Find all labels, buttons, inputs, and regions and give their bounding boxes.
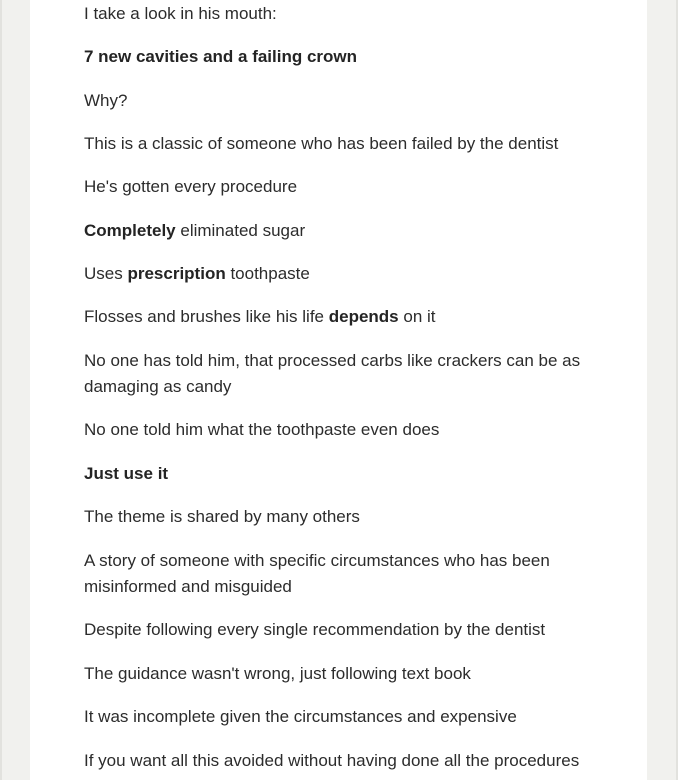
article-paragraph xyxy=(84,1,604,27)
text-segment: I take a look in his mouth: xyxy=(84,4,277,23)
page-border-left xyxy=(0,0,2,780)
text-segment: eliminated sugar xyxy=(175,221,306,240)
text-segment: on it xyxy=(398,307,436,326)
bold-text: 7 new cavities and a failing crown xyxy=(84,47,358,66)
bold-text: Completely xyxy=(84,221,176,240)
text-segment: A story of someone with specific circumstances who has been misinformed and misguided xyxy=(84,551,550,596)
text-segment: No one told him what the toothpaste even does xyxy=(84,420,440,439)
article-paragraph xyxy=(84,174,604,200)
text-segment: No one has told him, that processed carbs like crackers can be as damaging as candy xyxy=(84,351,581,396)
text-segment: He's gotten every procedure xyxy=(84,177,298,196)
bold-text: prescription xyxy=(127,264,226,283)
article-paragraph xyxy=(84,44,604,70)
article-paragraph xyxy=(84,617,604,643)
article-paragraph xyxy=(84,504,604,530)
article-paragraph xyxy=(84,748,604,774)
article-paragraph xyxy=(84,417,604,443)
text-segment: toothpaste xyxy=(225,264,310,283)
article-paragraph xyxy=(84,88,604,114)
article-card xyxy=(30,0,647,780)
text-segment: The theme is shared by many others xyxy=(84,507,360,526)
article-paragraph xyxy=(84,548,604,600)
text-segment: This is a classic of someone who has been failed by the dentist xyxy=(84,134,559,153)
bold-text: depends xyxy=(328,307,399,326)
article-paragraph xyxy=(84,261,604,287)
article-paragraph xyxy=(84,218,604,244)
text-segment: It was incomplete given the circumstances and expensive xyxy=(84,707,517,726)
bold-text: Just use it xyxy=(84,464,169,483)
text-segment: If you want all this avoided without having done all the procedures xyxy=(84,751,580,770)
text-segment: Uses xyxy=(84,264,128,283)
text-segment: Flosses and brushes like his life xyxy=(84,307,329,326)
text-segment: Despite following every single recommendation by the dentist xyxy=(84,620,546,639)
text-segment: Why? xyxy=(84,91,128,110)
text-segment: The guidance wasn't wrong, just following text book xyxy=(84,664,471,683)
article-paragraph xyxy=(84,131,604,157)
article-paragraph xyxy=(84,348,604,400)
article-paragraph xyxy=(84,461,604,487)
article-paragraph xyxy=(84,704,604,730)
article-paragraph xyxy=(84,304,604,330)
article-paragraph xyxy=(84,661,604,687)
